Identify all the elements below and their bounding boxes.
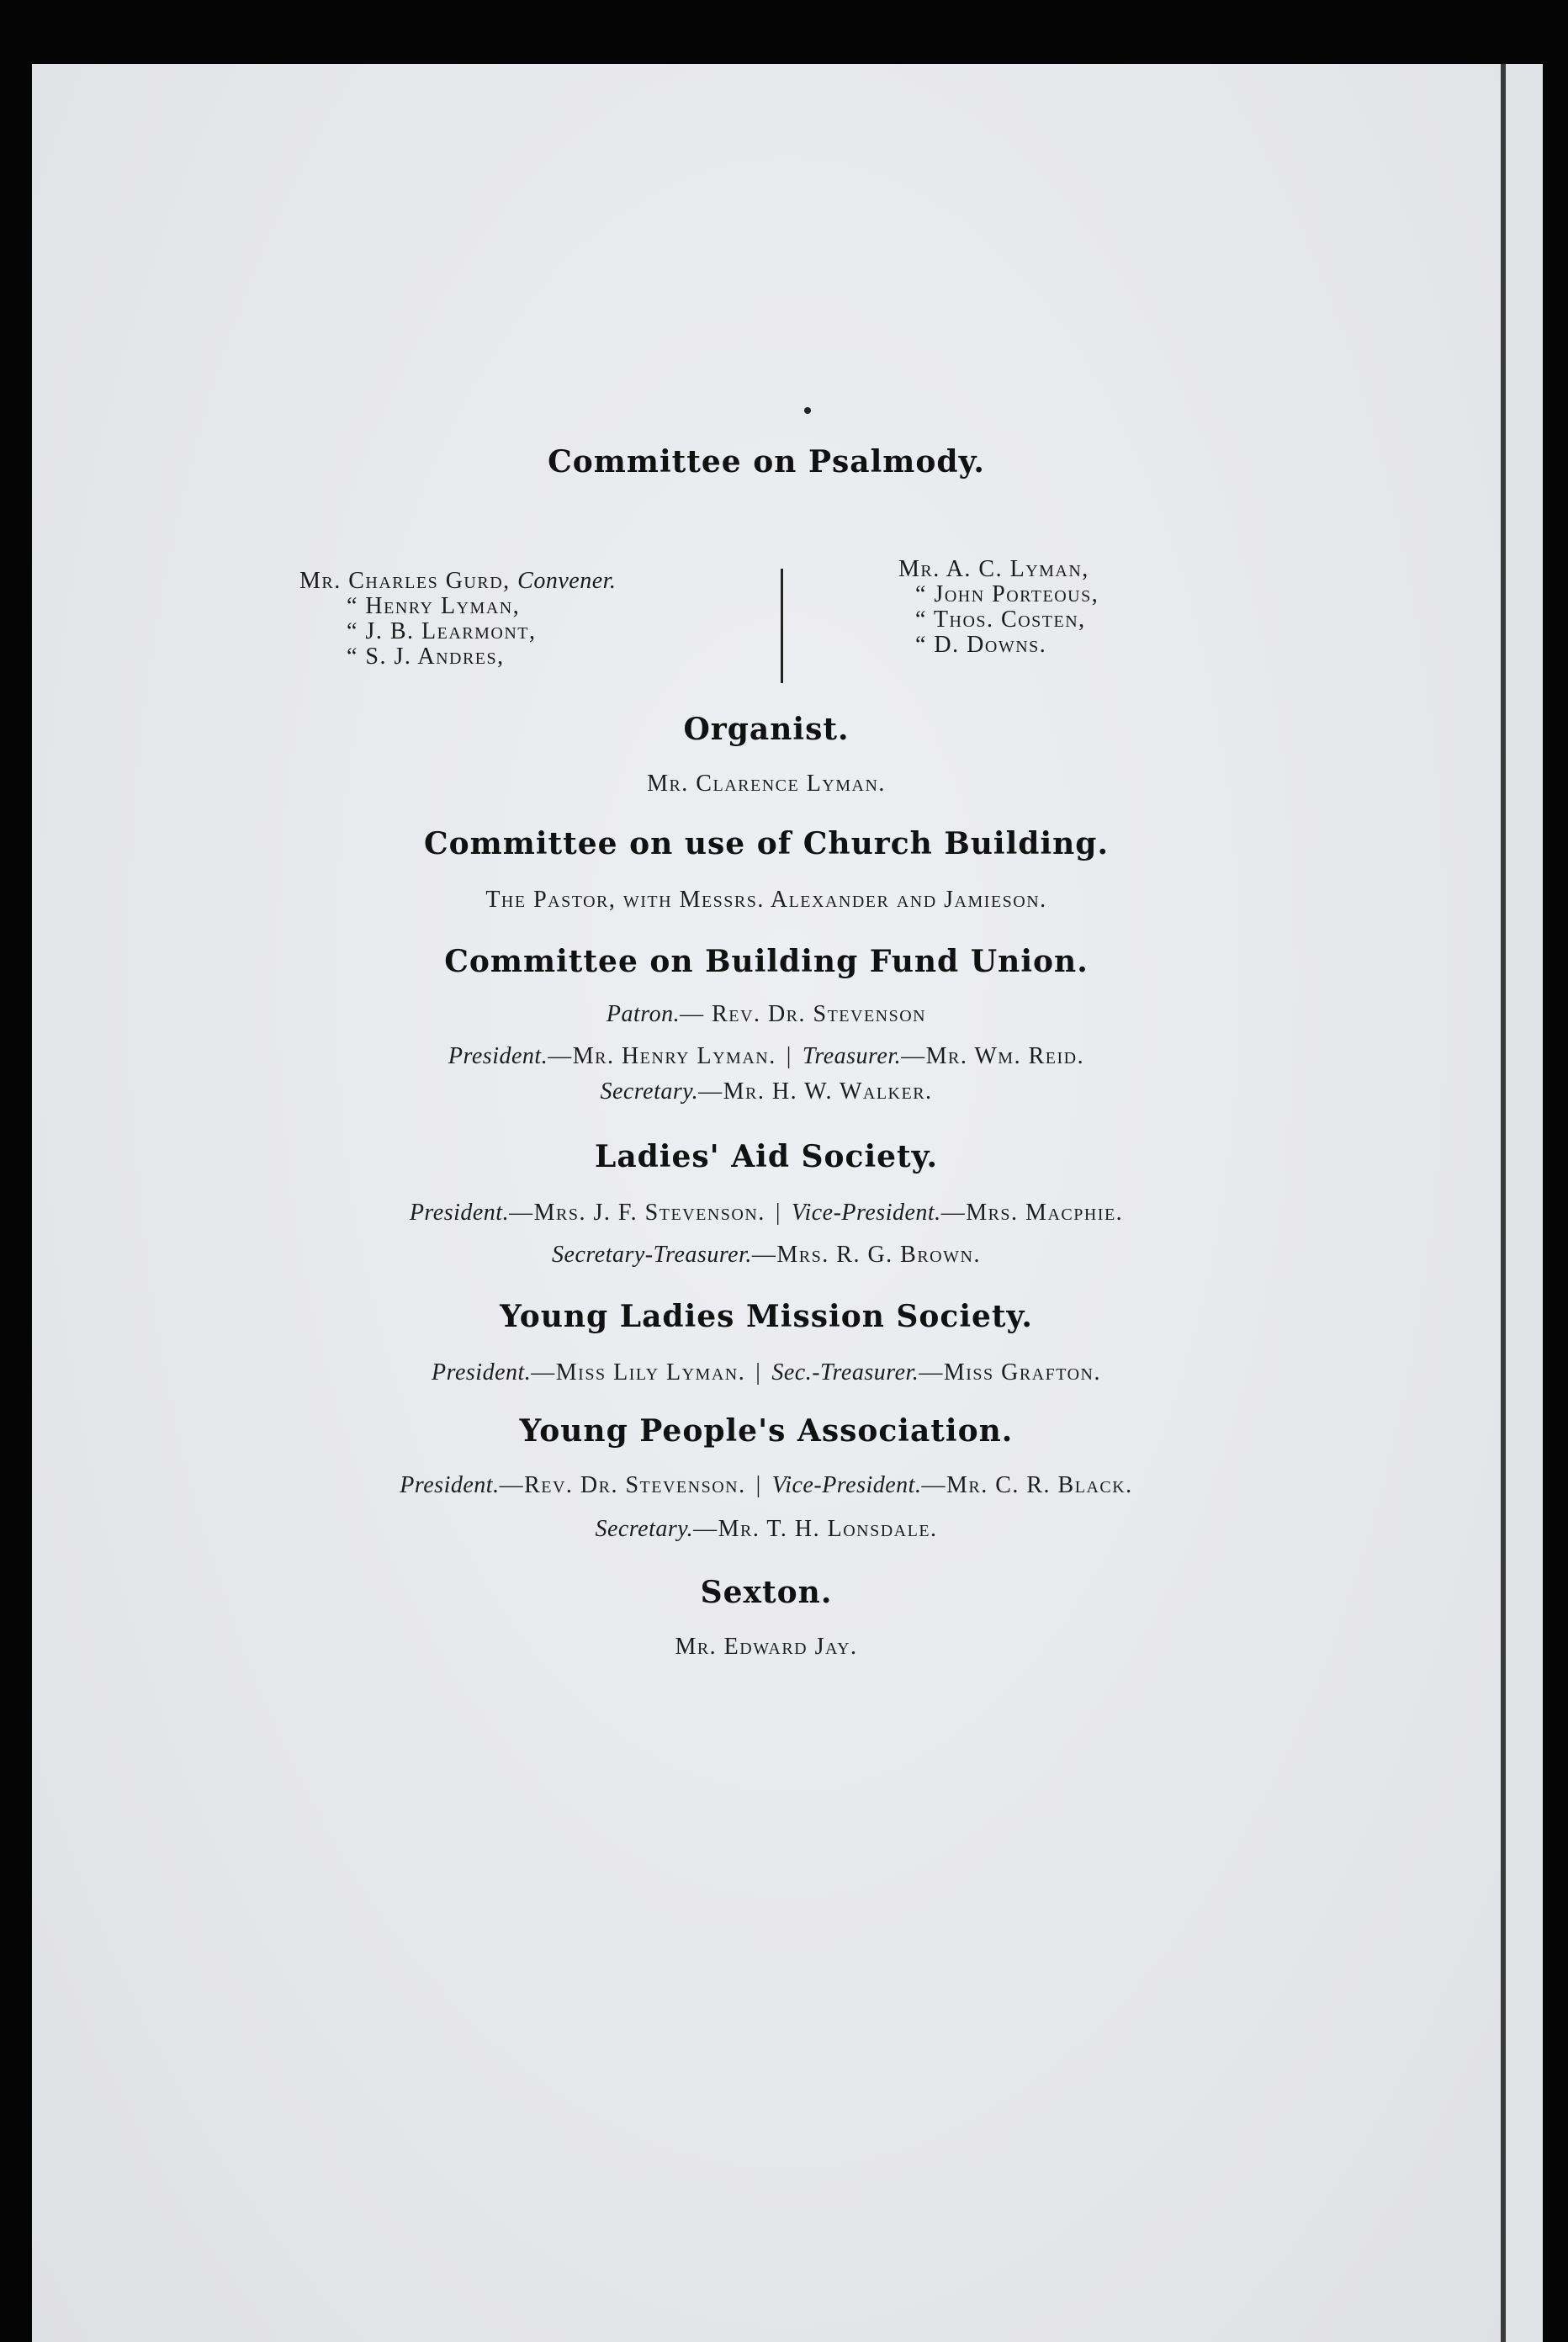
next-page-strip: [1506, 64, 1543, 2342]
column-divider: [781, 569, 783, 683]
psalmody-left-column: [299, 569, 616, 670]
building-fund-secretary: Secretary.—Mr. H. W. Walker.: [600, 1078, 933, 1105]
church-building-heading: Committee on use of Church Building.: [423, 826, 1110, 861]
young-people-heading: Young People's Association.: [519, 1413, 1014, 1449]
psalmody-member-4: “ S. J. Andres,: [347, 644, 505, 670]
ladies-aid-heading: Ladies' Aid Society.: [595, 1139, 938, 1174]
young-ladies-officers: President.—Miss Lily Lyman. | Sec.-Treasurer.—Miss Grafton.: [432, 1359, 1101, 1386]
psalmody-right-column: [898, 557, 1099, 658]
building-fund-patron: Patron.— Rev. Dr. Stevenson: [606, 1001, 927, 1027]
psalmody-member-2: “ Henry Lyman,: [347, 593, 521, 619]
organist-name: Mr. Clarence Lyman.: [647, 771, 886, 797]
psalmody-member-5: Mr. A. C. Lyman,: [898, 556, 1089, 582]
young-people-secretary: Secretary.—Mr. T. H. Lonsdale.: [595, 1516, 938, 1542]
psalmody-member-3: “ J. B. Learmont,: [347, 618, 537, 644]
psalmody-member-7: “ Thos. Costen,: [915, 607, 1086, 633]
sexton-name: Mr. Edward Jay.: [675, 1634, 858, 1660]
psalmody-heading: Committee on Psalmody.: [548, 444, 985, 480]
young-ladies-heading: Young Ladies Mission Society.: [500, 1299, 1033, 1334]
building-fund-heading: Committee on Building Fund Union.: [444, 944, 1089, 979]
building-fund-officers: President.—Mr. Henry Lyman. | Treasurer.—Mr. Wm. Reid.: [448, 1043, 1085, 1069]
sexton-heading: Sexton.: [700, 1575, 833, 1610]
psalmody-member-8: “ D. Downs.: [915, 632, 1047, 658]
ladies-aid-secretary: Secretary-Treasurer.—Mrs. R. G. Brown.: [552, 1242, 981, 1268]
psalmody-member-6: “ John Porteous,: [915, 581, 1099, 607]
ornament-dot: [804, 407, 811, 414]
psalmody-member-1: Mr. Charles Gurd, Convener.: [299, 568, 617, 594]
page-content: [32, 64, 1501, 2342]
young-people-officers: President.—Rev. Dr. Stevenson. | Vice-President.—Mr. C. R. Black.: [400, 1472, 1133, 1498]
church-building-text: The Pastor, with Messrs. Alexander and Jamieson.: [485, 887, 1047, 913]
organist-heading: Organist.: [683, 712, 850, 747]
ladies-aid-officers: President.—Mrs. J. F. Stevenson. | Vice-President.—Mrs. Macphie.: [409, 1200, 1124, 1226]
document-page: [32, 64, 1543, 2342]
